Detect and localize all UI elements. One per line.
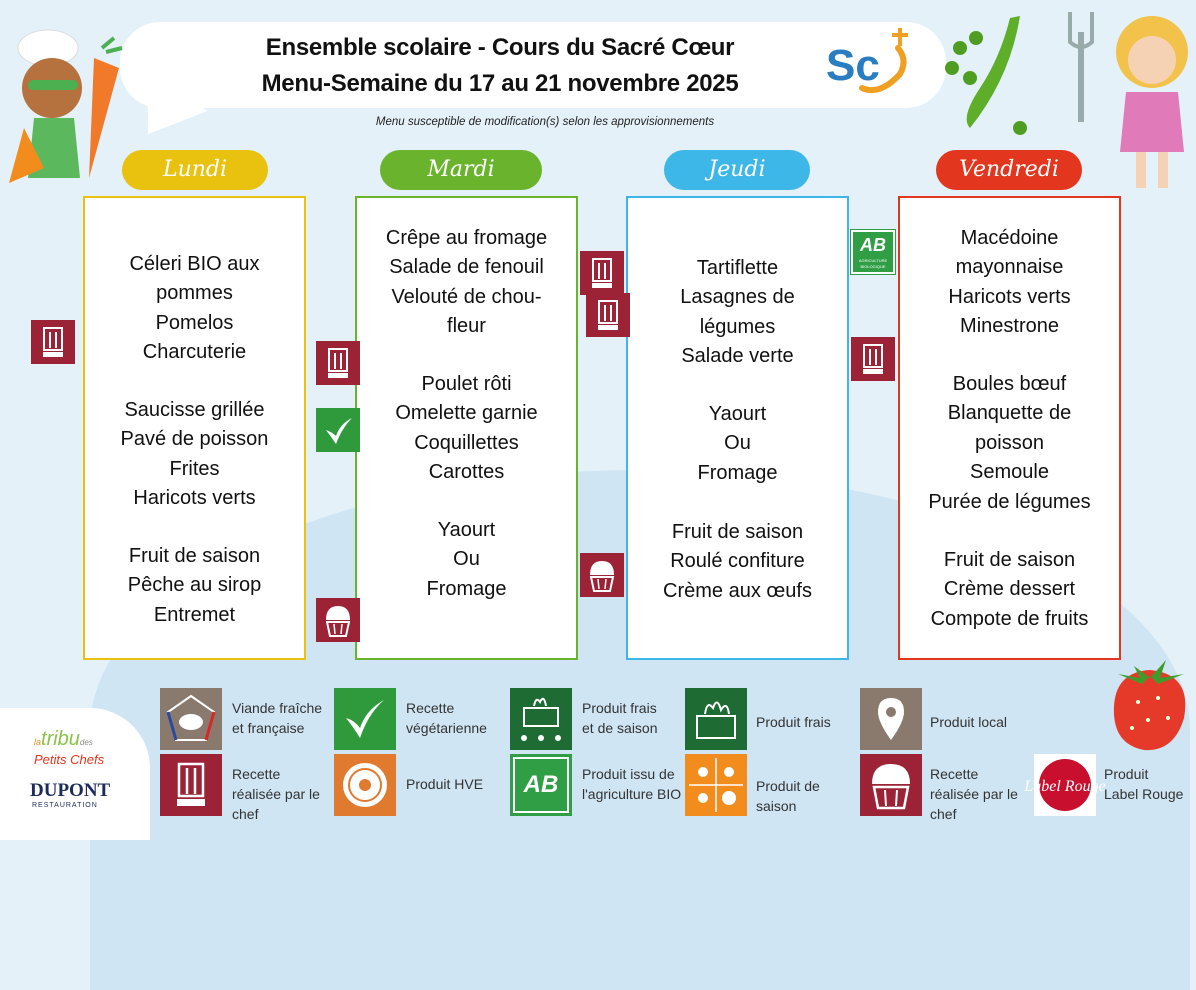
- label-rouge-text: Label Rouge: [1024, 778, 1106, 795]
- legend-label-meat: Viande fraîche et française: [232, 700, 323, 736]
- logo-text: Sc: [826, 41, 880, 90]
- peas-illustration: [940, 8, 1040, 148]
- legend-label-fresh-season: Produit frais et de saison: [582, 700, 658, 736]
- menu-column-jeudi: [626, 196, 849, 660]
- school-logo: [822, 26, 914, 102]
- ab-icon: [510, 754, 572, 816]
- jeudi-dairy: Yaourt Ou Fromage: [697, 403, 778, 484]
- day-label-mardi: Mardi: [380, 150, 542, 190]
- chef-hat-icon: [580, 251, 624, 295]
- leaf-icon: [334, 688, 396, 750]
- legend-label-local: Produit local: [930, 714, 1008, 730]
- legend-label-hve: Produit HVE: [406, 776, 484, 792]
- chef-kid-illustration: [4, 18, 124, 198]
- vendredi-mains: Boules bœuf Blanquette de poisson Semoule Purée de légumes: [928, 373, 1091, 513]
- ab-label: AB: [860, 235, 886, 255]
- ab-organic-icon: [851, 230, 895, 274]
- cupcake-icon: [316, 598, 360, 642]
- vendredi-starters: Macédoine mayonnaise Haricots verts Minestrone: [948, 227, 1071, 338]
- chef-hat-icon: [31, 320, 75, 364]
- hve-icon: [334, 754, 396, 816]
- cupcake-icon: [580, 553, 624, 597]
- mardi-desserts: Yaourt Ou Fromage: [426, 519, 507, 600]
- leaf-icon: [316, 408, 360, 452]
- strawberry-illustration: [1104, 648, 1196, 758]
- chef-hat-icon: [316, 341, 360, 385]
- week-title: Menu-Semaine du 17 au 21 novembre 2025: [261, 70, 739, 97]
- tribu-logo: latribudes: [34, 728, 93, 750]
- legend-label-label-rouge: Produit Label Rouge: [1104, 766, 1184, 802]
- page-title: Ensemble scolaire - Cours du Sacré Cœur: [265, 34, 735, 61]
- legend-label-chef-dessert: Recette réalisée par le chef: [930, 766, 1018, 822]
- svg-text:AB: AB: [523, 771, 559, 798]
- dupont-logo: DUPONT: [30, 780, 111, 801]
- cupcake-icon: [860, 754, 922, 816]
- lundi-starters: Céleri BIO aux pommes Pomelos Charcuterie: [129, 253, 260, 364]
- menu-disclaimer: Menu susceptible de modification(s) selon les approvisionnements: [375, 116, 715, 128]
- legend-label-chef: Recette réalisée par le chef: [232, 766, 320, 822]
- mardi-mains: Poulet rôti Omelette garnie Coquillettes Carottes: [395, 373, 538, 484]
- menu-column-lundi: [83, 196, 306, 660]
- petits-chefs-logo: Petits Chefs: [34, 752, 105, 767]
- lundi-mains: Saucisse grillée Pavé de poisson Frites Haricots verts: [120, 399, 269, 510]
- mardi-starters: Crêpe au fromage Salade de fenouil Velouté de chou- fleur: [385, 227, 548, 338]
- vegetable-crate-icon: [685, 688, 747, 750]
- legend-label-season: Produit de saison: [756, 778, 820, 814]
- chef-hat-icon: [160, 754, 222, 816]
- dupont-sub: RESTAURATION: [32, 802, 98, 809]
- meat-icon: [160, 688, 222, 750]
- menu-column-vendredi: [898, 196, 1121, 660]
- chef-hat-icon: [586, 293, 630, 337]
- location-pin-icon: [860, 688, 922, 750]
- day-label-jeudi: Jeudi: [664, 150, 810, 190]
- legend-label-bio: Produit issu de l'agriculture BIO: [582, 766, 682, 802]
- season-icon: [685, 754, 747, 816]
- lundi-desserts: Fruit de saison Pêche au sirop Entremet: [127, 545, 262, 626]
- ab-sublabel: AGRICULTURE BIOLOGIQUE: [858, 258, 888, 269]
- legend-label-vegetarian: Recette végétarienne: [406, 700, 487, 736]
- day-label-lundi: Lundi: [122, 150, 268, 190]
- chef-hat-icon: [851, 337, 895, 381]
- jeudi-mains: Tartiflette Lasagnes de légumes Salade verte: [680, 257, 795, 368]
- brand-area: [0, 708, 150, 840]
- label-rouge-icon: [1024, 754, 1106, 816]
- jeudi-desserts: Fruit de saison Roulé confiture Crème aux œufs: [663, 521, 812, 602]
- fresh-season-icon: [510, 688, 572, 750]
- legend-label-fresh: Produit frais: [756, 714, 831, 730]
- menu-column-mardi: [355, 196, 578, 660]
- vendredi-desserts: Fruit de saison Crème dessert Compote de fruits: [930, 549, 1089, 630]
- day-label-vendredi: Vendredi: [936, 150, 1082, 190]
